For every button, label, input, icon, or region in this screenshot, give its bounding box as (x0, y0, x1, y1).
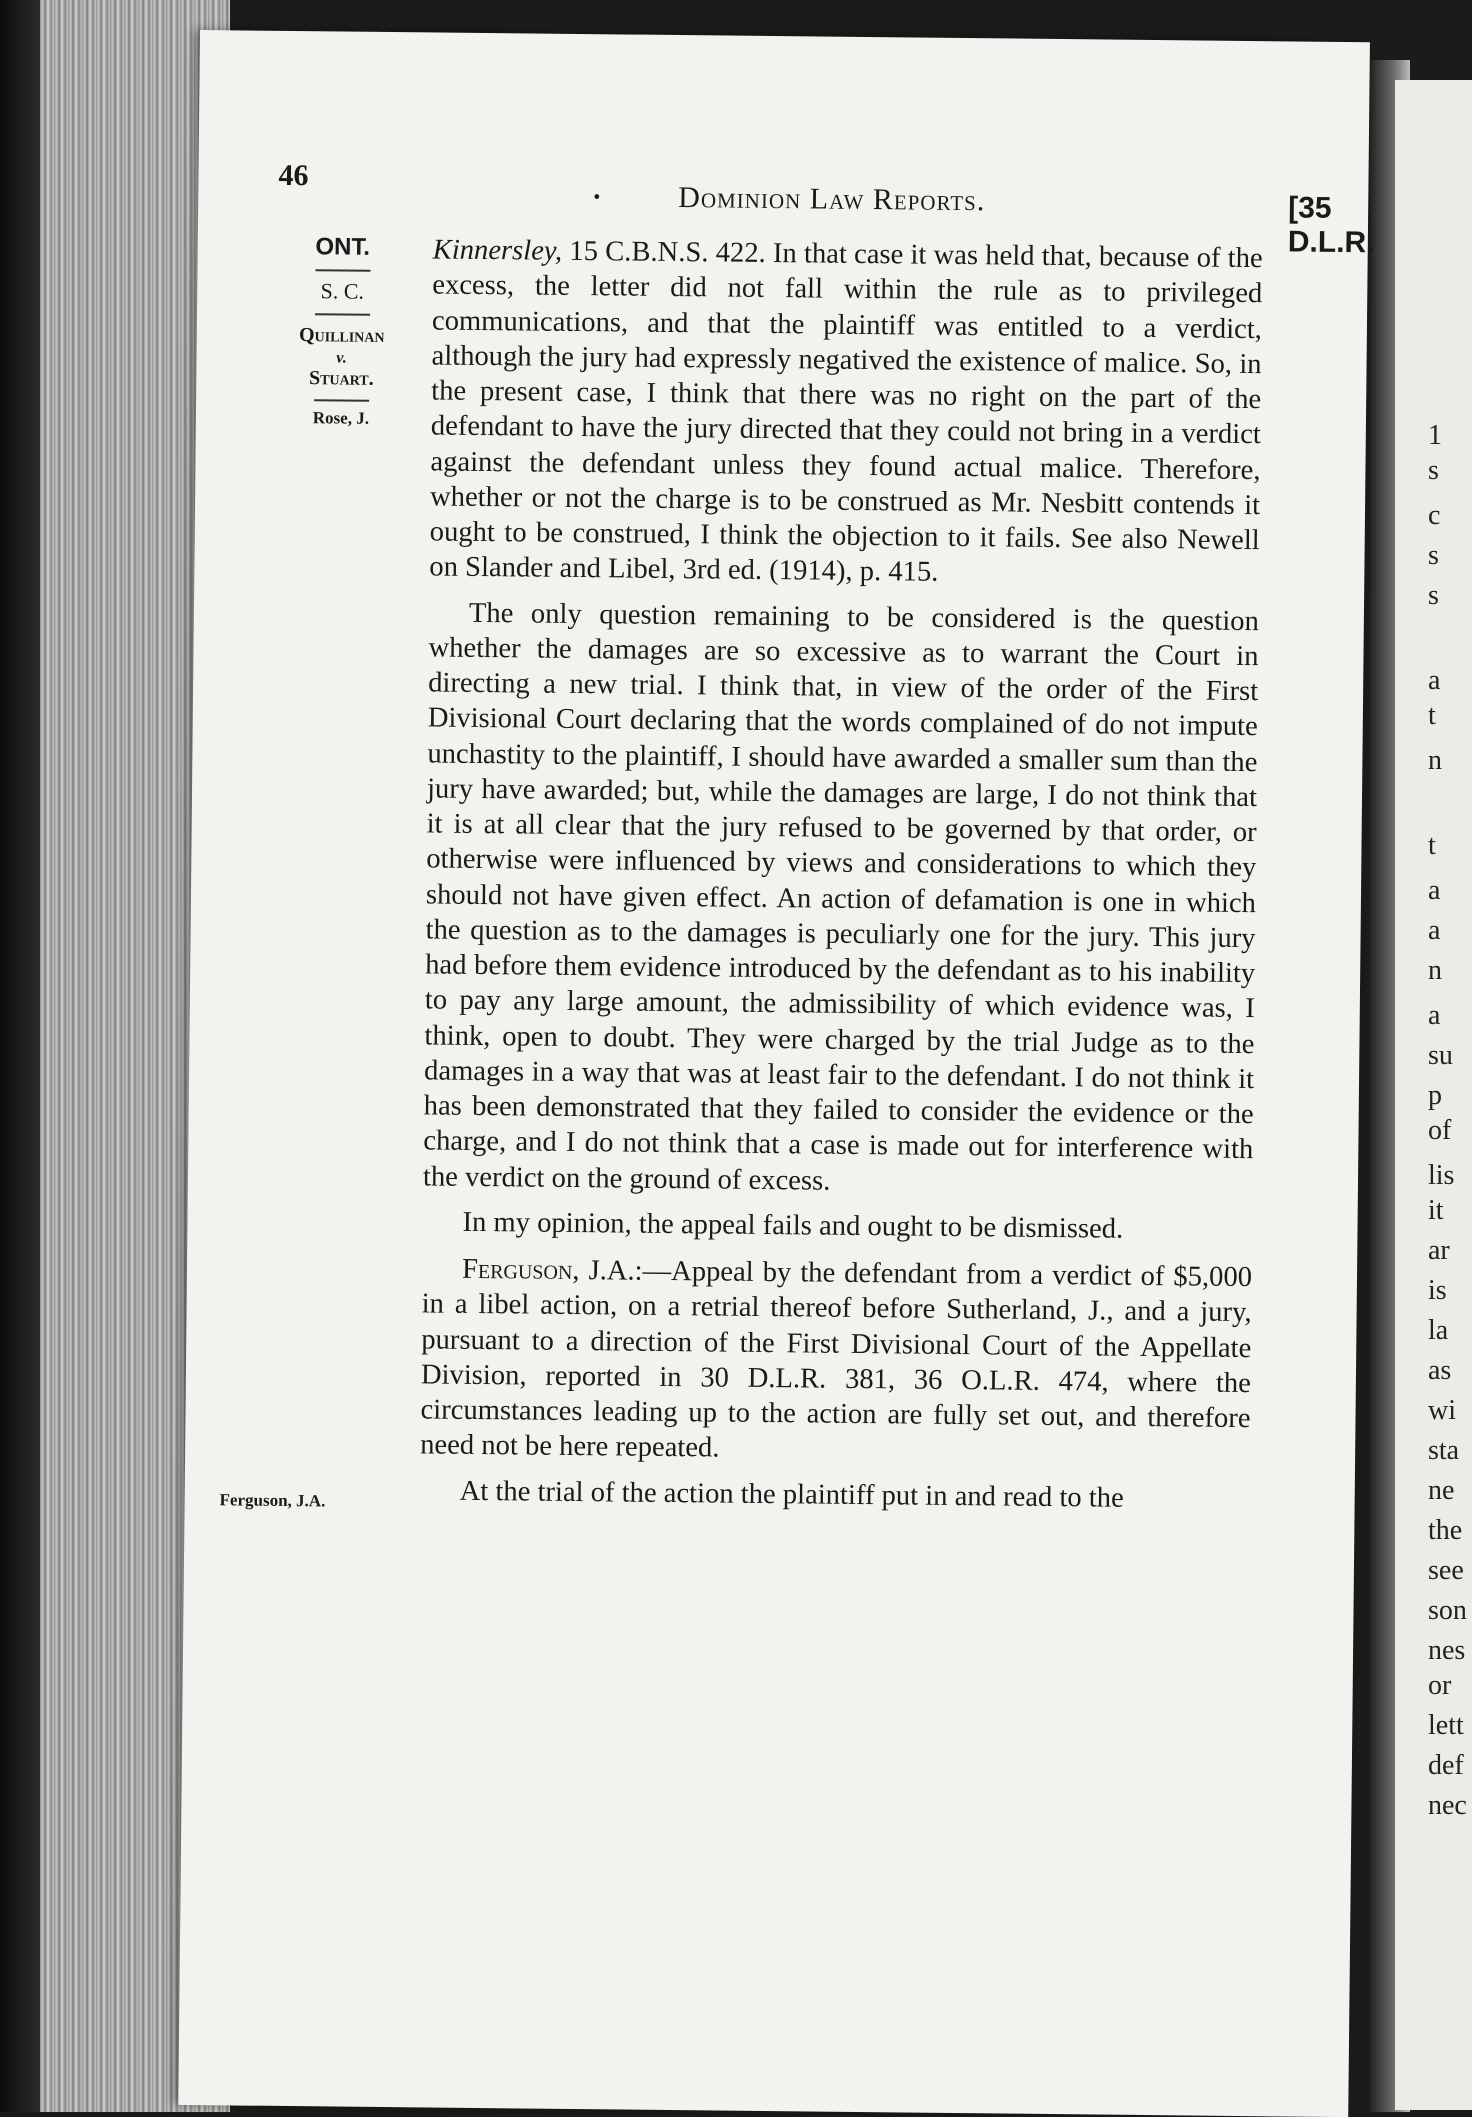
facing-page-fragment: 1 (1428, 420, 1442, 451)
facing-page-fragment: of (1428, 1115, 1452, 1146)
facing-page-fragment: a (1428, 665, 1441, 696)
facing-page-fragment: it (1428, 1195, 1444, 1226)
facing-page-fragment: son (1428, 1595, 1467, 1626)
facing-page-fragment: n (1428, 955, 1442, 986)
facing-page-fragment: t (1428, 830, 1436, 861)
facing-page-fragment: n (1428, 745, 1442, 776)
facing-page-fragment: ar (1428, 1235, 1450, 1266)
sidenote-ferguson-judge: Ferguson, J.A. (219, 1490, 326, 1511)
facing-page-fragment: s (1428, 540, 1439, 571)
facing-page-fragment: sta (1428, 1435, 1460, 1466)
facing-page-fragment: su (1428, 1040, 1453, 1071)
running-title: • Dominion Law Reports. (678, 181, 985, 218)
paragraph (429, 232, 1263, 593)
facing-page-fragment: wi (1428, 1395, 1456, 1426)
facing-page-fragment: a (1428, 875, 1441, 906)
facing-page-fragment: a (1428, 1000, 1441, 1031)
sidenote-jurisdiction: ONT. (315, 233, 371, 261)
facing-page-fragment: s (1428, 455, 1439, 486)
paragraph: In my opinion, the appeal fails and ought to be dismissed. (462, 1206, 1124, 1245)
sidenote-court: S. C. (320, 278, 365, 304)
volume-reference: [35 D.L.R. (1287, 191, 1375, 260)
facing-page-fragment: the (1428, 1515, 1463, 1546)
sidenote-rule (315, 269, 370, 272)
paragraph: The only question remaining to be considered is the question whether the damages are so excessive as to warrant the Court in directing a new trial. I think that, in view of the order of the First Divisional Court declaring that the words complained of do not impute unchastity to the plaintiff, I should have awarded a smaller sum than the jury have awarded; but, while the damages are large, I do not think that it is at all clear that the jury refused to be governed by that order, or otherwise were influenced by views and considerations to which they should not have given effect. An action of defamation is one in which the question as to the damages is peculiarly one for the jury. This jury had before them evidence introduced by the defendant as to his inability to pay any large amount, the admissibility of which evidence was, I think, open to doubt. They were charged by the trial Judge as to the damages in a way that was at least fair to the defendant. I do not think it has been demonstrated that they failed to consider the evidence or the charge, and I do not think that a case is made out for interference with the verdict on the ground of excess. (422, 597, 1260, 1197)
sidenote-judge: Rose, J. (312, 408, 370, 428)
facing-page-fragment: nec (1428, 1790, 1467, 1821)
judge-lead: Ferguson, J.A.: (461, 1253, 643, 1287)
sidenote-versus: v. (336, 349, 347, 367)
paragraph-text: —Appeal by the defendant from a verdict of $5,000 in a libel action, on a retrial thereof before Sutherland, J., and a jury, pursuant to a direction of the First Divisional Court of the Appellate Division, reported in 30 D.L.R. 381, 36 O.L.R. 474, where the circumstances leading up to the action are fully set out, and therefore need not be here repeated. (420, 1255, 1253, 1464)
facing-page-fragment: t (1428, 700, 1436, 731)
facing-page-fragment: s (1428, 580, 1439, 611)
case-name: Kinnersley, (432, 234, 563, 267)
sidenote-party-plaintiff: Quillinan (298, 324, 385, 347)
facing-page-text (1428, 0, 1472, 2112)
facing-page-fragment: as (1428, 1355, 1452, 1386)
facing-page-fragment: is (1428, 1275, 1447, 1306)
facing-page-fragment: a (1428, 915, 1441, 946)
facing-page-fragment: lett (1428, 1710, 1464, 1741)
paragraph (420, 1251, 1252, 1471)
facing-page-fragment: p (1428, 1080, 1442, 1111)
paragraph-text: 15 C.B.N.S. 422. In that case it was held that, because of the excess, the letter did not fall within the rule as to privileged communications, and that the plaintiff was entitled to a verdict, although the jury had expressly negatived the existence of malice. So, in the present case, I think that there was no right on the part of the defendant to have the jury directed that they could not bring in a verdict against the defendant unless they found actual malice. Therefore, whether or not the charge is to be construed as Mr. Nesbitt contends it ought to be construed, I think the objection to it fails. See also Newell on Slander and Libel, 3rd ed. (1914), p. 415. (429, 235, 1263, 589)
facing-page-fragment: la (1428, 1315, 1449, 1346)
facing-page-fragment: nes (1428, 1635, 1466, 1666)
paragraph: At the trial of the action the plaintiff put in and read to the (459, 1475, 1124, 1514)
book-page (178, 30, 1375, 2117)
facing-page-fragment: see (1428, 1555, 1464, 1586)
sidenote-rule (314, 399, 369, 402)
opinion-text (419, 232, 1262, 1526)
facing-page-fragment: lis (1428, 1160, 1455, 1191)
facing-page-fragment: def (1428, 1750, 1464, 1781)
page-number: 46 (278, 158, 309, 193)
sidenote-rule (315, 313, 370, 316)
facing-page-fragment: ne (1428, 1475, 1455, 1506)
facing-page-fragment: c (1428, 500, 1441, 531)
facing-page-fragment: or (1428, 1670, 1452, 1701)
sidenote-party-defendant: Stuart. (308, 367, 374, 390)
